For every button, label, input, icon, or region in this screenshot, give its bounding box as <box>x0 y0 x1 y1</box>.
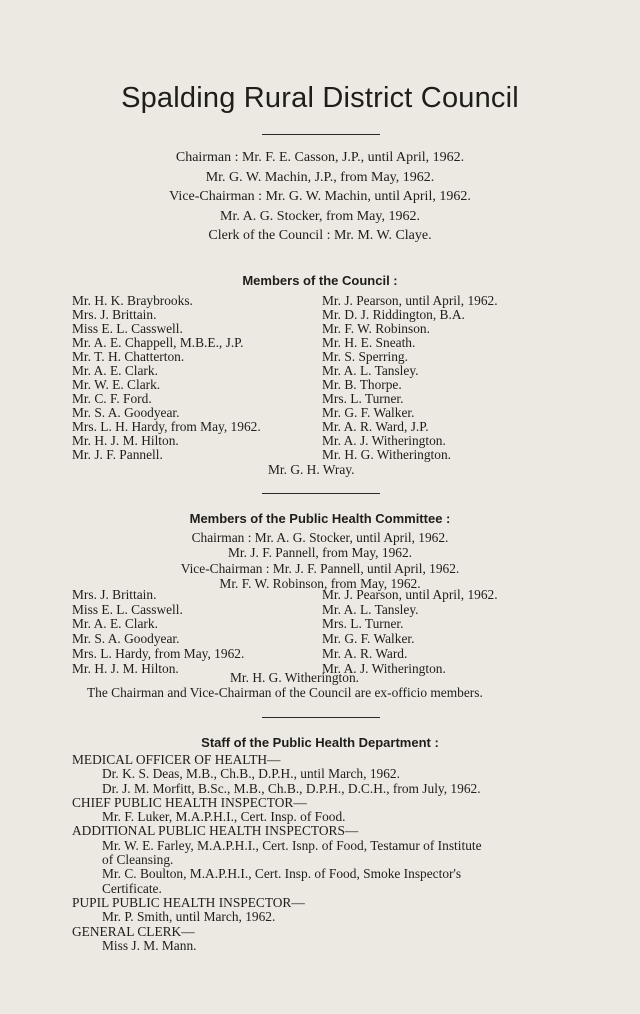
divider-rule <box>262 493 380 494</box>
staff-entry: Miss J. M. Mann. <box>102 937 197 953</box>
staff-list <box>72 753 582 953</box>
page-title: Spalding Rural District Council <box>121 82 519 114</box>
officer-line: Mr. A. G. Stocker, from May, 1962. <box>220 208 420 224</box>
officer-line: Vice-Chairman : Mr. G. W. Machin, until April, 1962. <box>169 189 471 205</box>
officer-line: Chairman : Mr. A. G. Stocker, until April, 1962. <box>191 530 449 545</box>
staff-category: ADDITIONAL PUBLIC HEALTH INSPECTORS— <box>72 823 359 839</box>
member-name: Mr. A. J. Witherington. <box>322 660 446 676</box>
staff-category: CHIEF PUBLIC HEALTH INSPECTOR— <box>72 794 307 810</box>
member-name: Mr. S. Sperring. <box>322 349 408 364</box>
committee-heading: Members of the Public Health Committee : <box>189 511 451 526</box>
staff-category: PUPIL PUBLIC HEALTH INSPECTOR— <box>72 894 305 910</box>
member-name: Mr. A. L. Tansley. <box>322 363 419 378</box>
committee-members-left <box>72 588 244 676</box>
officer-line: Mr. F. W. Robinson, from May, 1962. <box>219 575 421 591</box>
officer-line: Clerk of the Council : Mr. M. W. Claye. <box>208 228 432 244</box>
member-name: Mr. H. E. Sneath. <box>322 335 416 350</box>
member-name: Mr. H. J. M. Hilton. <box>72 660 179 676</box>
member-name: Miss E. L. Casswell. <box>72 601 183 617</box>
staff-entry-line: Certificate. <box>102 880 162 896</box>
member-name: Mr. W. E. Clark. <box>72 377 161 392</box>
council-member-last: Mr. G. H. Wray. <box>268 462 355 477</box>
member-name: Mr. F. W. Robinson. <box>322 321 430 336</box>
member-name: Mr. S. A. Goodyear. <box>72 631 180 647</box>
member-name: Mr. J. Pearson, until April, 1962. <box>322 293 498 308</box>
council-members-heading: Members of the Council : <box>242 273 398 288</box>
staff-heading: Staff of the Public Health Department : <box>201 735 439 750</box>
member-name: Mr. A. E. Clark. <box>72 363 158 378</box>
officer-line: Vice-Chairman : Mr. J. F. Pannell, until April, 1962. <box>180 560 460 576</box>
member-name: Mr. G. F. Walker. <box>322 405 415 420</box>
member-name: Mrs. L. H. Hardy, from May, 1962. <box>72 419 261 434</box>
member-name: Mr. A. E. Clark. <box>72 616 158 632</box>
member-name: Mrs. L. Turner. <box>322 391 404 406</box>
staff-entry: Mr. P. Smith, until March, 1962. <box>102 909 276 925</box>
officer-line: Mr. G. W. Machin, J.P., from May, 1962. <box>205 169 435 185</box>
member-name: Mr. A. L. Tansley. <box>322 601 419 617</box>
member-name: Mrs. L. Hardy, from May, 1962. <box>72 645 245 661</box>
member-name: Mrs. J. Brittain. <box>72 307 157 322</box>
member-name: Mr. A. R. Ward, J.P. <box>322 419 429 434</box>
council-members-left <box>72 294 261 462</box>
staff-entry-line: of Cleansing. <box>102 852 174 868</box>
member-name: Mr. T. H. Chatterton. <box>72 349 185 364</box>
staff-category: GENERAL CLERK— <box>72 923 195 939</box>
member-name: Mr. S. A. Goodyear. <box>72 405 180 420</box>
member-name: Mr. A. J. Witherington. <box>322 433 446 448</box>
member-name: Mr. J. F. Pannell. <box>72 447 163 462</box>
staff-category: MEDICAL OFFICER OF HEALTH— <box>72 752 281 767</box>
member-name: Mr. G. F. Walker. <box>322 631 415 647</box>
member-name: Mr. A. E. Chappell, M.B.E., J.P. <box>72 335 244 350</box>
staff-entry-line: Mr. C. Boulton, M.A.P.H.I., Cert. Insp. of Food, Smoke Inspector's <box>102 866 462 882</box>
member-name: Mrs. J. Brittain. <box>72 587 157 602</box>
member-name: Mr. H. J. M. Hilton. <box>72 433 179 448</box>
member-name: Mr. H. K. Braybrooks. <box>72 293 193 308</box>
committee-members-right <box>322 588 498 676</box>
member-name: Mr. A. R. Ward. <box>322 645 408 661</box>
staff-entry <box>72 867 582 896</box>
council-officers <box>0 148 640 246</box>
divider-rule <box>262 717 380 718</box>
staff-entry: Dr. K. S. Deas, M.B., Ch.B., D.P.H., until March, 1962. <box>102 766 400 782</box>
divider-rule <box>262 134 380 135</box>
officer-line: Mr. J. F. Pannell, from May, 1962. <box>227 545 413 561</box>
committee-member-last: Mr. H. G. Witherington. <box>230 670 360 685</box>
staff-entry: Dr. J. M. Morfitt, B.Sc., M.B., Ch.B., D.P.H., D.C.H., from July, 1962. <box>102 780 481 796</box>
staff-entry <box>72 839 582 868</box>
council-members-right <box>322 294 498 462</box>
member-name: Mrs. L. Turner. <box>322 616 404 632</box>
officer-line: Chairman : Mr. F. E. Casson, J.P., until April, 1962. <box>175 150 465 165</box>
staff-entry-line: Mr. W. E. Farley, M.A.P.H.I., Cert. Isnp. of Food, Testamur of Institute <box>102 837 482 853</box>
member-name: Mr. B. Thorpe. <box>322 377 402 392</box>
member-name: Miss E. L. Casswell. <box>72 321 183 336</box>
committee-officers <box>0 530 640 591</box>
member-name: Mr. C. F. Ford. <box>72 391 152 406</box>
staff-entry: Mr. F. Luker, M.A.P.H.I., Cert. Insp. of Food. <box>102 809 346 825</box>
member-name: Mr. H. G. Witherington. <box>322 447 452 462</box>
member-name: Mr. D. J. Riddington, B.A. <box>322 307 465 322</box>
member-name: Mr. J. Pearson, until April, 1962. <box>322 587 498 602</box>
ex-officio-note: The Chairman and Vice-Chairman of the Council are ex-officio members. <box>87 685 483 700</box>
